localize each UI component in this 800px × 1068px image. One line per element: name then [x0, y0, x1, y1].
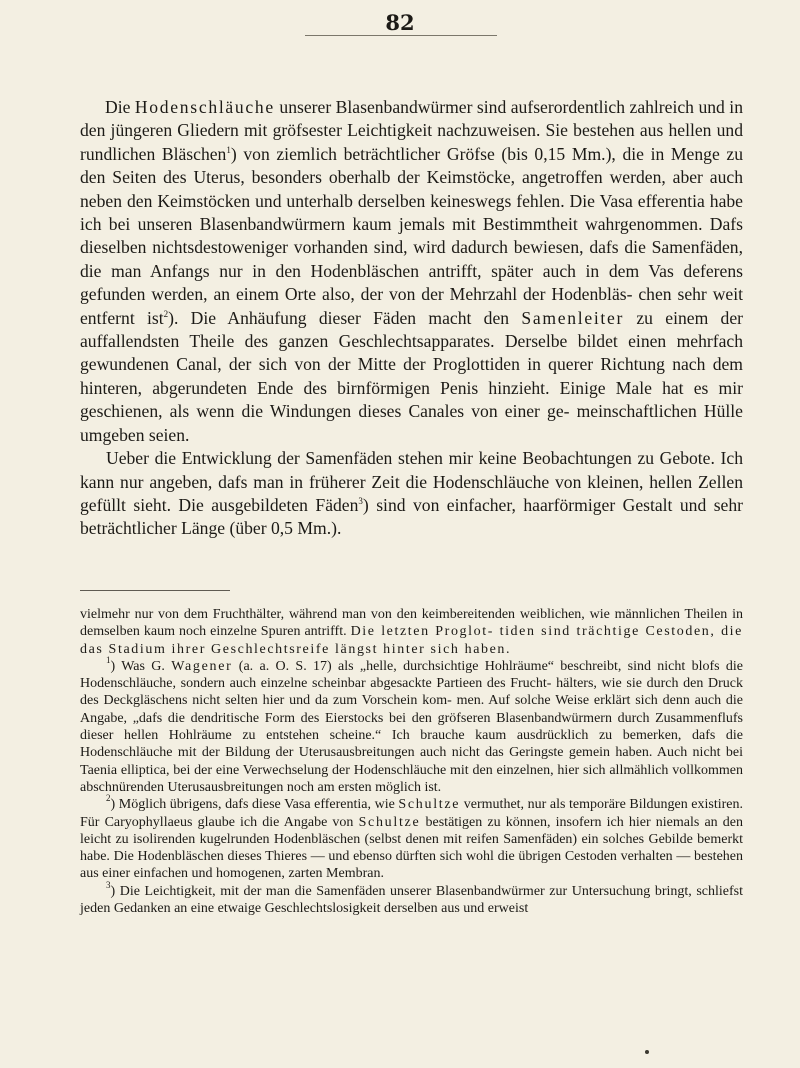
page-number: 82 — [385, 10, 415, 35]
body-text — [80, 96, 743, 541]
paragraph-testes — [80, 96, 743, 447]
paragraph-text: ). Die Anhäufung dieser Fäden macht den — [168, 307, 522, 328]
footnote-continuation — [80, 606, 743, 658]
paragraph-text: zu einem der auffallendsten Theile des ganzen Geschlechtsapparates. Derselbe bildet einen mehrfach gewundenen Canal, der sich von der Mitte der Proglottiden in querer Richtung nach dem hinteren, abgerundeten Ende des birnförmigen Penis hinzieht. Einige Male hat es mir geschienen, als wenn die Windungen dieses Canales von einer ge- meinschaftlichen Hülle umgeben seien. — [80, 307, 744, 445]
footnote-ref-2: 2 — [163, 308, 169, 319]
author-schultze: Schultze — [398, 797, 461, 813]
header-rule — [305, 35, 497, 36]
author-wagener: Wagener — [171, 658, 233, 674]
footnote-ref-1: 1 — [226, 144, 231, 155]
footnote-ref-3: 3 — [358, 495, 363, 506]
footnote-spaced-text: Die letzten Proglot- tiden sind trächtige Cestoden, die das Stadium ihrer Geschlechtsreife längst hinter sich haben. — [80, 624, 743, 657]
footnote-text: ) Die Leichtigkeit, mit der man die Samenfäden unserer Blasenbandwürmer zur Untersuchung bringt, schliefst jeden Gedanken an eine etwaige Geschlechtslosigkeit derselben aus und erweist — [80, 883, 743, 917]
footnote-text: bestätigen zu können, insofern ich hier niemals an den leicht zu isolirenden kugelrunden Hodenbläschen (selbst denen mit reifen Samenfäden) ein solches Gebilde bemerkt habe. Die Hodenbläschen dieses Thieres — und ebenso dürften sich wohl die übrigen Cestoden verhalten — bestehen aus einer einfachen und homogenen, zarten Membran. — [80, 814, 744, 882]
footnote-2 — [80, 793, 744, 882]
footnote-1 — [80, 654, 743, 796]
printer-mark — [645, 1050, 649, 1054]
footnote-marker-1: 1 — [106, 654, 111, 665]
term-hodenschlaeuche: Hodenschläuche — [134, 97, 275, 117]
footnote-marker-2: 2 — [106, 793, 111, 804]
paragraph-text: Ueber die Entwicklung der Samenfäden stehen mir keine Beobachtungen zu Gebote. Ich kann nur angeben, dafs man in früherer Zeit die Hodenschläuche von kleinen, hellen Zellen gefüllt sieht. Die ausgebildeten Fäden — [80, 448, 743, 515]
footnote-text: vielmehr nur von dem Fruchthälter, während man von den keimbereitenden weiblichen, wie männlichen Theilen in demselben kaum noch einzelne Spuren antrifft. — [80, 607, 743, 640]
footnote-text: ) Was G. — [110, 658, 172, 674]
footnote-separator — [80, 590, 230, 591]
paragraph-text: ) sind von einfacher, haarförmiger Gestalt und sehr beträchtlicher Länge (über 0,5 Mm.). — [80, 494, 744, 539]
footnote-text: vermuthet, nur als temporäre Bildungen existiren. Für Caryophyllaeus glaube ich die Angabe von — [80, 797, 743, 830]
footnotes — [80, 606, 743, 917]
paragraph-prefix: Die — [105, 97, 135, 117]
paragraph-text: unserer Blasenbandwürmer sind aufserordentlich zahlreich und in den jüngeren Gliedern mit gröfsester Leichtigkeit nachzuweisen. Sie bestehen aus hellen und rundlichen Bläschen — [80, 97, 743, 164]
paragraph-development — [80, 447, 743, 541]
term-samenleiter: Samenleiter — [521, 307, 625, 328]
author-schultze: Schultze — [358, 814, 421, 830]
paragraph-text: ) von ziemlich beträchtlicher Gröfse (bis 0,15 Mm.), die in Menge zu den Seiten des Uterus, besonders oberhalb der Keimstöcke, angetroffen werden, aber auch neben den Keimstöcken und unterhalb derselben keineswegs fehlen. Die Vasa efferentia habe ich bei unseren Blasenbandwürmern kaum jemals mit Bestimmtheit wahrgenommen. Dafs dieselben nichtsdestoweniger vorhanden sind, wird dadurch bewiesen, dafs die Samenfäden, die man Anfangs nur in den Hodenbläschen antrifft, später auch in dem Vas deferens gefunden werden, an einem Orte also, der von der Mehrzahl der Hodenbläs- chen sehr weit entfernt ist — [80, 143, 743, 328]
footnote-marker-3: 3 — [106, 879, 111, 890]
footnote-text: (a. a. O. S. 17) als „helle, durchsichtige Hohlräume“ beschreibt, sind nicht blofs die Hodenschläuche, sondern auch einzelne scheinbar abgesackte Partieen des Frucht- hälters, wie sie durch den Druck des Deckgläschens nicht selten hier und da zum Vorschein kom- men. Auf solche Weise erklärt sich denn auch die Angabe, „dafs die dendritische Form des Eierstocks bei den gröfseren Blasenbandwürmern durch Zusammenflufs dieser hellen Hohlräume zu entstehen scheine.“ Ich brauche kaum ausdrücklich zu bemerken, dafs die Hodenschläuche mit der Bildung der Uterusausbreitungen auch nicht das Geringste gemein haben. Auch nicht bei Taenia elliptica, bei der eine Verwechselung der Hodenschläuche mit den einzelnen, hier sich allmählich vollkommen abschnürenden Uterusausbreitungen noch am ersten möglich ist. — [80, 658, 743, 795]
footnote-3 — [80, 879, 743, 918]
footnote-text: ) Möglich übrigens, dafs diese Vasa efferentia, wie — [110, 797, 399, 813]
